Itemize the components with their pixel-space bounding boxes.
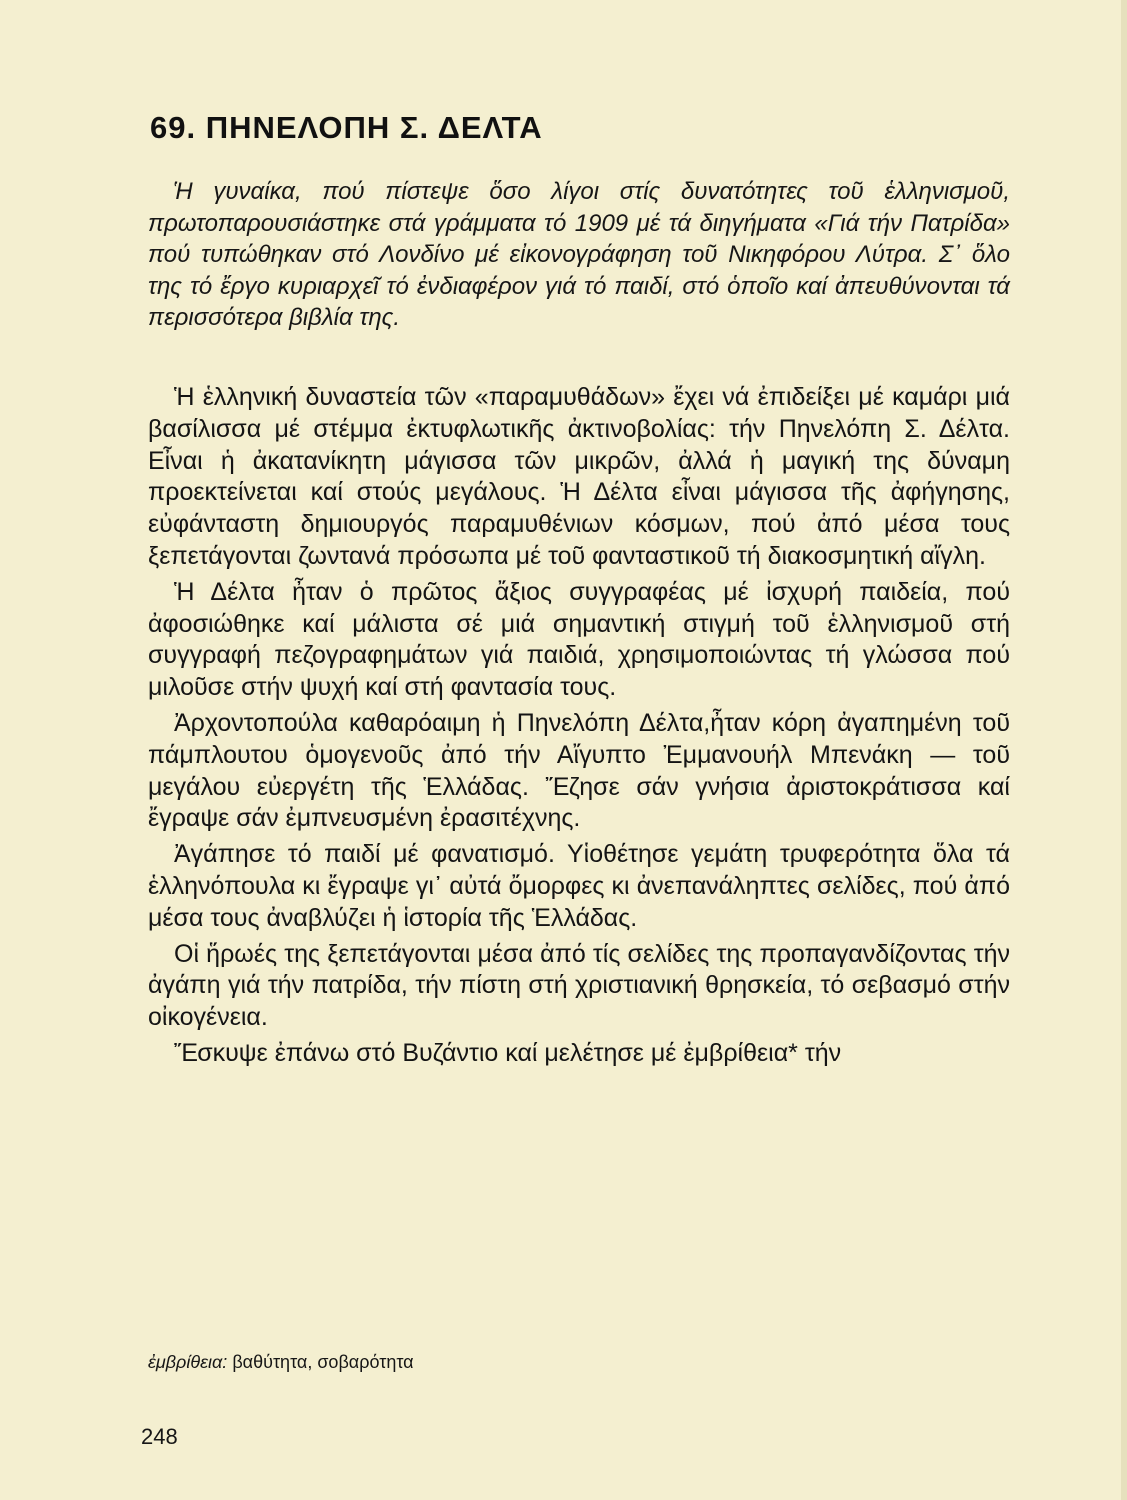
paragraph: Ἀγάπησε τό παιδί μέ φανατισμό. Υἱοθέτησε γεμάτη τρυφερότητα ὅλα τά ἑλληνόπουλα κι ἔγραψε γι᾿ αὐτά ὄμορφες κι ἀνεπανάληπτες σελίδες, πού ἀπό μέσα τους ἀναβλύζει ἡ ἱστορία τῆς Ἑλλάδας.: [148, 840, 1010, 932]
footnote-definition: βαθύτητα, σοβαρότητα: [232, 1352, 414, 1372]
footnote-term: ἐμβρίθεια:: [148, 1352, 228, 1372]
chapter-intro: Ἡ γυναίκα, πού πίστεψε ὅσο λίγοι στίς δυνατότητες τοῦ ἑλληνισμοῦ, πρωτοπαρουσιάστηκε στά γράμματα τό 1909 μέ τά διηγήματα «Γιά τήν Πατρίδα» πού τυπώθηκαν στό Λονδίνο μέ εἰκονογράφηση τοῦ Νικηφόρου Λύτρα. Σ᾿ ὅλο της τό ἔργο κυριαρχεῖ τό ἐνδιαφέρον γιά τό παιδί, στό ὁποῖο καί ἀπευθύνονται τά περισσότερα βιβλία της.: [148, 178, 1010, 331]
body-text: [148, 382, 1010, 1074]
paragraph: Ἀρχοντοπούλα καθαρόαιμη ἡ Πηνελόπη Δέλτα,ἦταν κόρη ἀγαπημένη τοῦ πάμπλουτου ὁμογενοῦς ἀπό τήν Αἴγυπτο Ἐμμανουήλ Μπενάκη — τοῦ μεγάλου εὐεργέτη τῆς Ἑλλάδας. Ἔζησε σάν γνήσια ἀριστοκράτισσα καί ἔγραψε σάν ἐμπνευσμένη ἐρασιτέχνης.: [148, 708, 1010, 833]
page-edge: [1121, 0, 1127, 1500]
paragraph: Οἱ ἥρωές της ξεπετάγονται μέσα ἀπό τίς σελίδες της προπαγανδίζοντας τήν ἀγάπη γιά τήν πατρίδα, τήν πίστη στή χριστιανική θρησκεία, τό σεβασμό στήν οἰκογένεια.: [148, 939, 1010, 1032]
bleed-through-decoration: [180, 370, 960, 372]
footnote: [148, 1352, 414, 1373]
paragraph: Ἡ Δέλτα ἦταν ὁ πρῶτος ἄξιος συγγραφέας μέ ἰσχυρή παιδεία, πού ἀφοσιώθηκε καί μάλιστα σέ μιά σημαντική στιγμή τοῦ ἑλληνισμοῦ στή συγγραφή πεζογραφημάτων γιά παιδιά, χρησιμοποιώντας τή γλώσσα πού μιλοῦσε στήν ψυχή καί στή φαντασία τους.: [148, 577, 1010, 702]
page-number: 248: [141, 1424, 178, 1449]
chapter-title: 69. ΠΗΝΕΛΟΠΗ Σ. ΔΕΛΤΑ: [150, 110, 543, 145]
paragraph: Ἡ ἑλληνική δυναστεία τῶν «παραμυθάδων» ἔχει νά ἐπιδείξει μέ καμάρι μιά βασίλισσα μέ στέμμα ἐκτυφλωτικῆς ἀκτινοβολίας: τήν Πηνελόπη Σ. Δέλτα. Εἶναι ἡ ἀκατανίκητη μάγισσα τῶν μικρῶν, ἀλλά ἡ μαγική της δύναμη προεκτείνεται καί στούς μεγάλους. Ἡ Δέλτα εἶναι μάγισσα τῆς ἀφήγησης, εὐφάνταστη δημιουργός παραμυθένιων κόσμων, πού ἀπό μέσα τους ξεπετάγονται ζωντανά πρόσωπα μέ τοῦ φανταστικοῦ τή διακοσμητική αἴγλη.: [148, 383, 1010, 570]
paragraph: Ἔσκυψε ἐπάνω στό Βυζάντιο καί μελέτησε μέ ἐμβρίθεια* τήν: [174, 1038, 842, 1067]
